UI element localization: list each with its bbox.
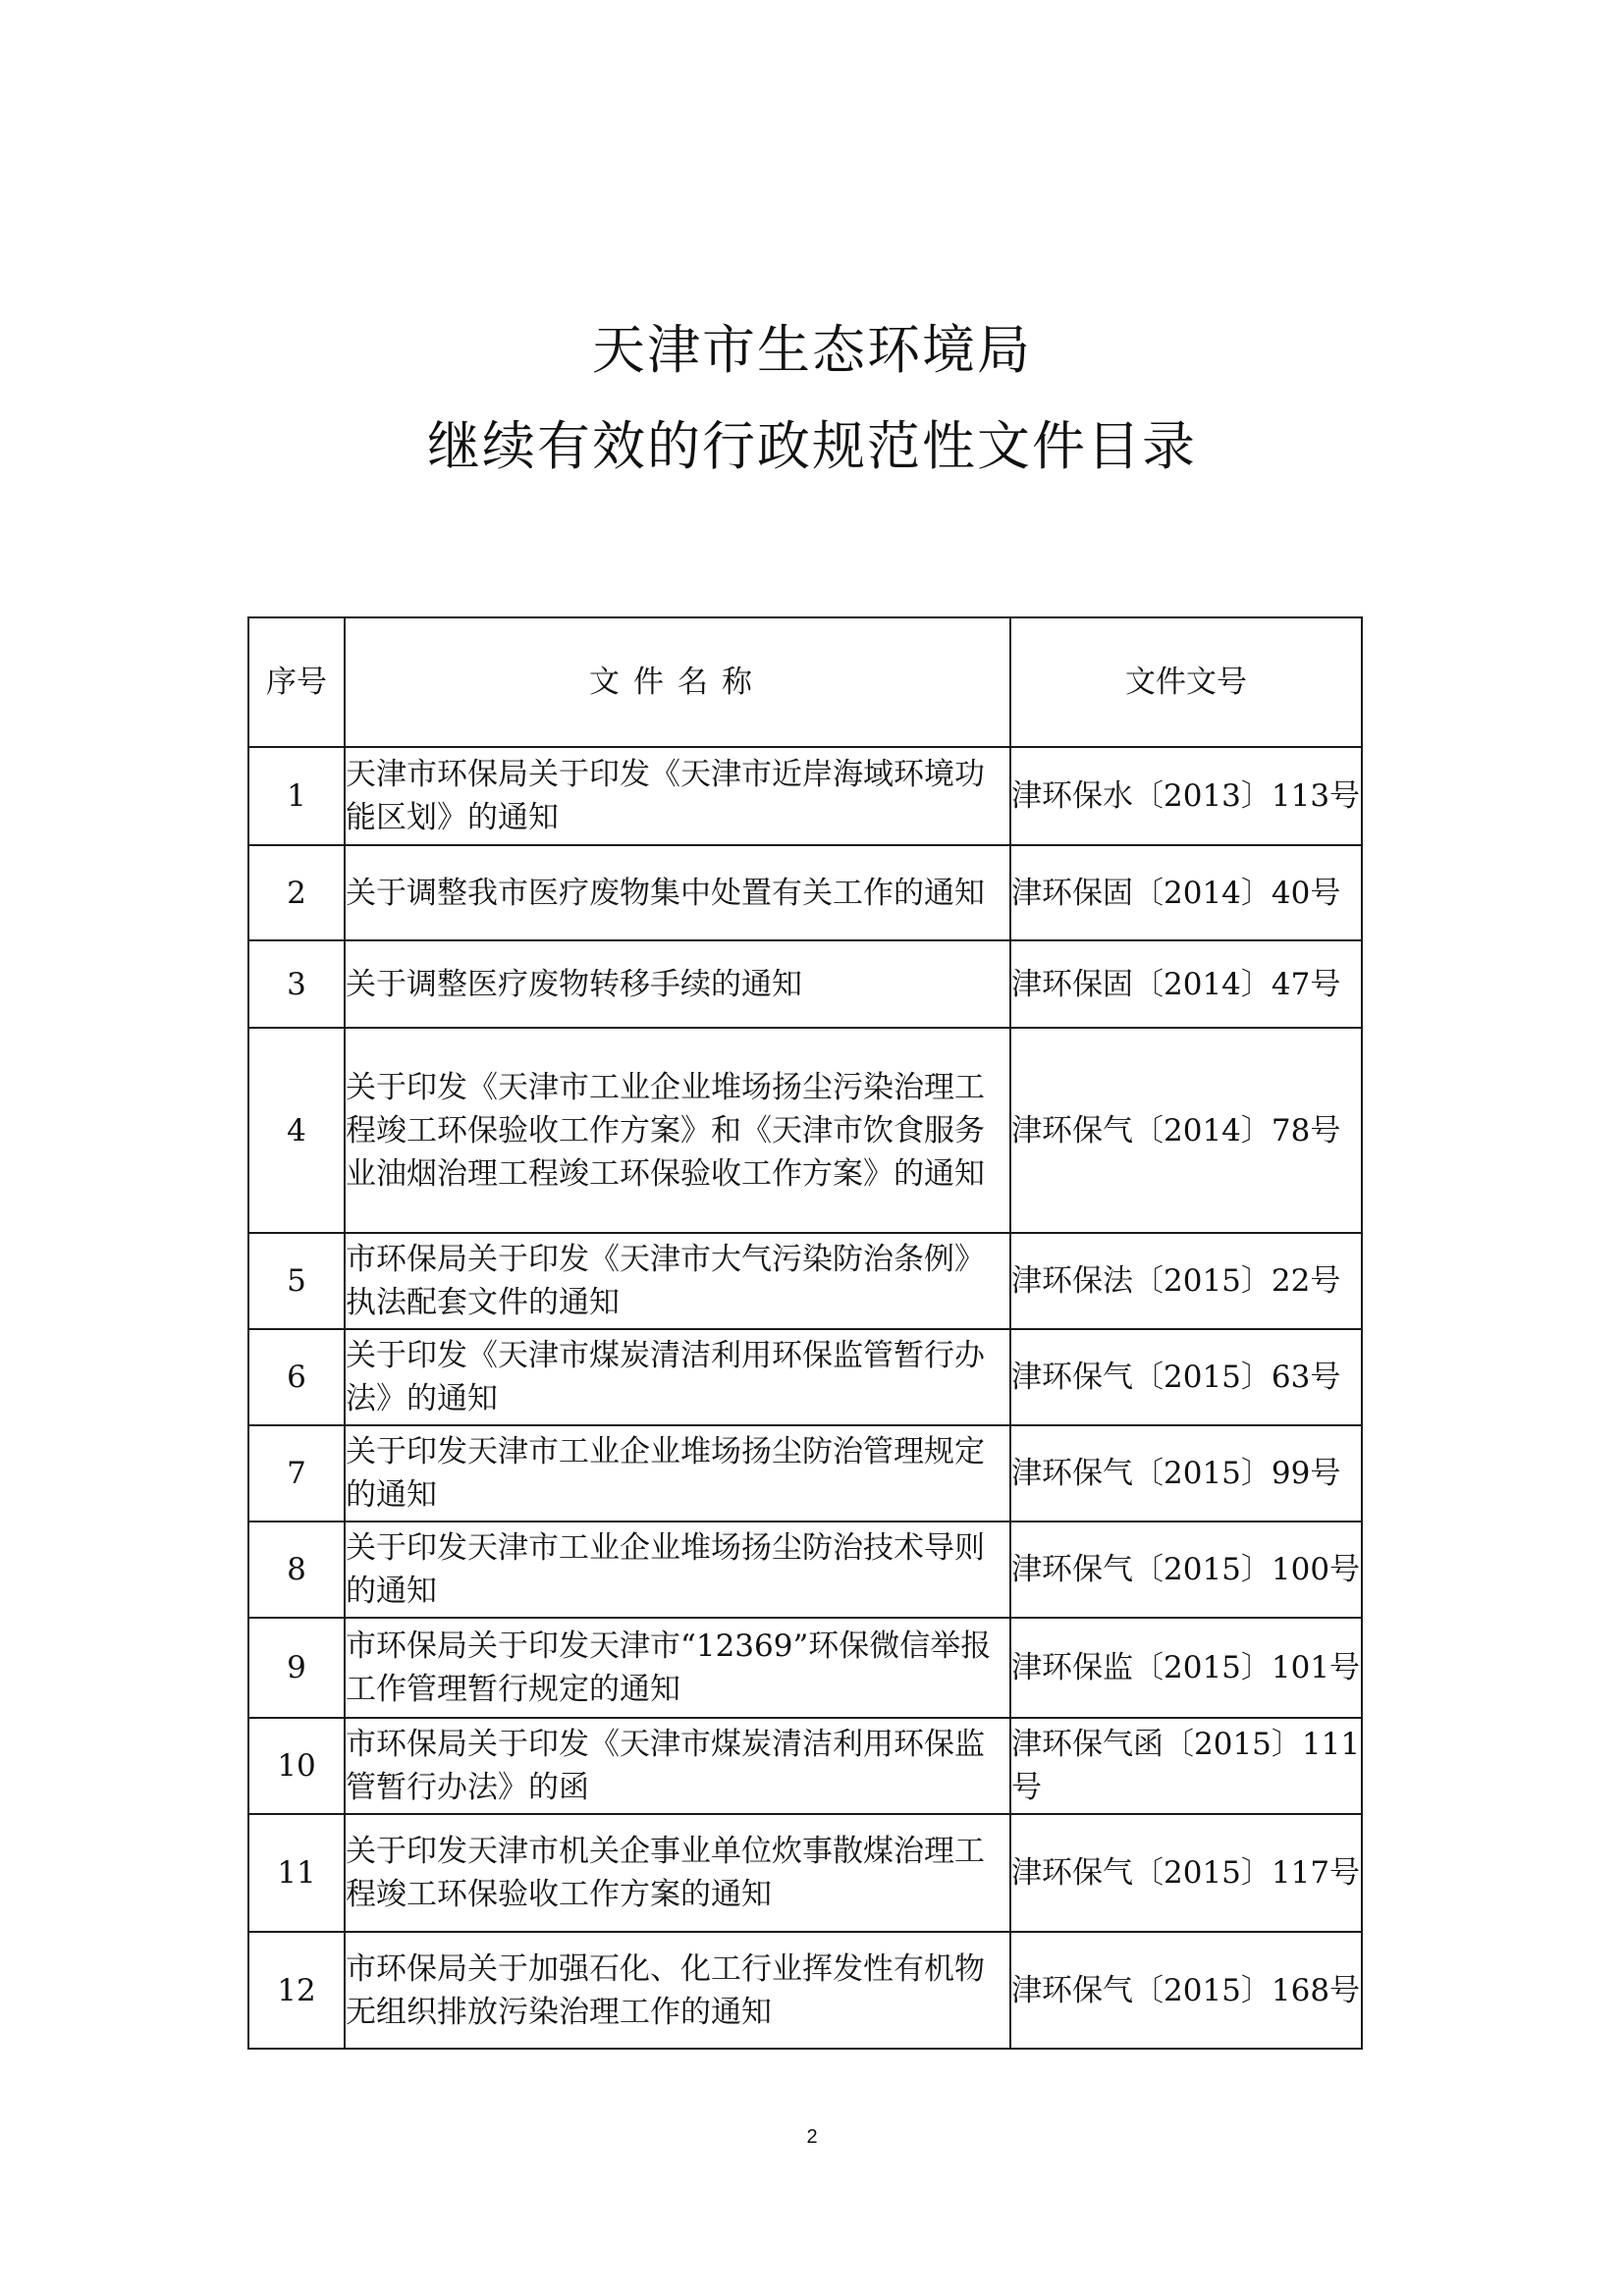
row-document-code: 津环保法〔2015〕22号 [1010,1233,1362,1329]
row-document-name: 关于印发天津市工业企业堆场扬尘防治技术导则的通知 [345,1522,1010,1618]
row-document-name: 关于调整我市医疗废物集中处置有关工作的通知 [345,845,1010,940]
table-row [248,1814,1362,1932]
row-number: 1 [248,747,345,845]
table-row [248,1522,1362,1618]
row-document-name: 市环保局关于加强石化、化工行业挥发性有机物无组织排放污染治理工作的通知 [345,1932,1010,2049]
table-row [248,1932,1362,2049]
row-document-name: 关于印发天津市工业企业堆场扬尘防治管理规定的通知 [345,1425,1010,1522]
header-document-name: 文件名称 [345,617,1010,747]
row-document-code: 津环保固〔2014〕47号 [1010,940,1362,1028]
header-number: 序号 [248,617,345,747]
table-row [248,1718,1362,1814]
document-table [247,616,1363,2050]
row-document-code: 津环保气〔2014〕78号 [1010,1028,1362,1233]
row-document-name: 天津市环保局关于印发《天津市近岸海域环境功能区划》的通知 [345,747,1010,845]
row-number: 7 [248,1425,345,1522]
table-row [248,845,1362,940]
row-document-code: 津环保监〔2015〕101号 [1010,1618,1362,1718]
row-number: 12 [248,1932,345,2049]
row-document-code: 津环保气〔2015〕99号 [1010,1425,1362,1522]
row-document-name: 关于印发《天津市工业企业堆场扬尘污染治理工程竣工环保验收工作方案》和《天津市饮食服务业油烟治理工程竣工环保验收工作方案》的通知 [345,1028,1010,1233]
table-row [248,1329,1362,1425]
table-row [248,747,1362,845]
row-document-name: 市环保局关于印发《天津市大气污染防治条例》执法配套文件的通知 [345,1233,1010,1329]
table-row [248,1233,1362,1329]
row-document-name: 市环保局关于印发《天津市煤炭清洁利用环保监管暂行办法》的函 [345,1718,1010,1814]
row-number: 3 [248,940,345,1028]
row-number: 10 [248,1718,345,1814]
row-document-name: 关于印发《天津市煤炭清洁利用环保监管暂行办法》的通知 [345,1329,1010,1425]
title-line-2: 继续有效的行政规范性文件目录 [427,415,1197,477]
table-header-row [248,617,1362,747]
page-number: 2 [806,2126,818,2148]
table-row [248,1425,1362,1522]
row-number: 4 [248,1028,345,1233]
table-row [248,1618,1362,1718]
title-line-1: 天津市生态环境局 [592,319,1032,381]
row-number: 11 [248,1814,345,1932]
row-document-name: 关于印发天津市机关企事业单位炊事散煤治理工程竣工环保验收工作方案的通知 [345,1814,1010,1932]
row-number: 8 [248,1522,345,1618]
row-number: 2 [248,845,345,940]
header-document-code: 文件文号 [1010,617,1362,747]
table-row [248,940,1362,1028]
row-document-code: 津环保气〔2015〕117号 [1010,1814,1362,1932]
row-document-name: 关于调整医疗废物转移手续的通知 [345,940,1010,1028]
row-number: 6 [248,1329,345,1425]
row-document-code: 津环保气〔2015〕63号 [1010,1329,1362,1425]
row-document-code: 津环保固〔2014〕40号 [1010,845,1362,940]
row-number: 9 [248,1618,345,1718]
row-number: 5 [248,1233,345,1329]
row-document-code: 津环保气〔2015〕168号 [1010,1932,1362,2049]
table-row [248,1028,1362,1233]
row-document-code: 津环保气函〔2015〕111号 [1010,1718,1362,1814]
row-document-code: 津环保气〔2015〕100号 [1010,1522,1362,1618]
row-document-code: 津环保水〔2013〕113号 [1010,747,1362,845]
row-document-name: 市环保局关于印发天津市“12369”环保微信举报工作管理暂行规定的通知 [345,1618,1010,1718]
